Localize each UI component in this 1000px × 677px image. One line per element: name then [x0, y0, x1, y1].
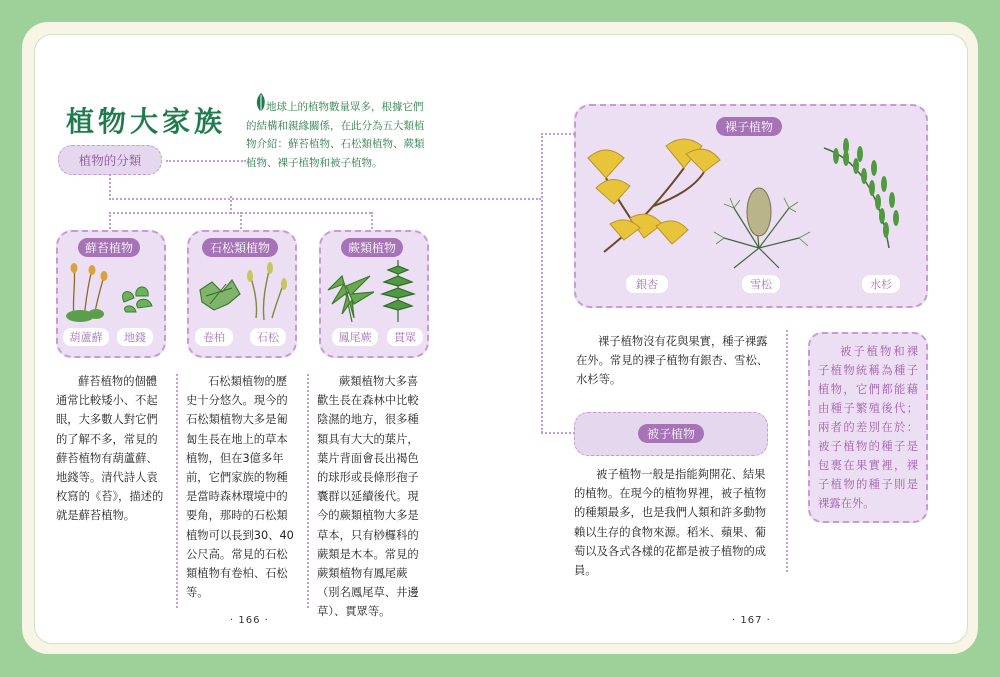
example-tag: 雪松 [742, 275, 780, 293]
page-number-left: · 166 · [230, 615, 269, 626]
example-tag: 葫蘆蘚 [63, 328, 109, 346]
connector-line [371, 212, 373, 232]
example-tag: 石松 [250, 328, 286, 346]
example-tag: 銀杏 [626, 275, 668, 293]
lycophyte-illustration [192, 260, 288, 322]
connector-line [541, 133, 575, 135]
example-tag: 地錢 [117, 328, 153, 346]
connector-line [109, 212, 111, 232]
connector-line [541, 432, 575, 434]
gymnosperm-illustration [584, 128, 914, 276]
fern-description: 蕨類植物大多喜歡生長在森林中比較陰濕的地方，很多種類具有大大的葉片，葉片背面會長出褐色的球形或長條形孢子囊群以延續後代。現今的蕨類植物大多是草本，只有桫欏科的蕨類是木本。常見的蕨類植物有鳳尾蕨（別名鳳尾草、井邊草）、貫眾等。 [317, 375, 419, 619]
moss-description: 蘚苔植物的個體通常比較矮小、不起眼，大多數人對它們的了解不多，常見的蘚苔植物有葫蘆蘚、地錢等。清代詩人袁枚寫的《苔》，描述的就是蘚苔植物。 [56, 375, 164, 523]
example-tag: 鳳尾蕨 [332, 328, 378, 346]
category-heading: 被子植物 [638, 424, 704, 443]
column-divider [786, 330, 788, 572]
connector-line [240, 212, 242, 232]
category-heading: 石松類植物 [202, 238, 278, 257]
category-heading: 蕨類植物 [341, 238, 403, 257]
category-heading: 蘚苔植物 [78, 238, 140, 257]
page-number-right: · 167 · [732, 615, 771, 626]
moss-illustration [62, 260, 158, 322]
category-heading: 裸子植物 [716, 117, 782, 136]
fern-illustration [324, 256, 420, 324]
classification-tag: 植物的分類 [58, 145, 162, 175]
angiosperm-description: 被子植物一般是指能夠開花、結果的植物。在現今的植物界裡，被子植物的種類最多，也是我們人類和許多動物賴以生存的食物來源。稻米、蘋果、葡萄以及各式各樣的花都是被子植物的成員。 [574, 468, 767, 578]
lycophyte-description: 石松類植物的歷史十分悠久。現今的石松類植物大多是匍匐生長在地上的草本植物，但在3億多年前，它們家族的物種是當時森林環境中的要角，那時的石松類植物可以長到30、40公尺高。常見的石松類植物有卷柏、石松等。 [186, 375, 294, 600]
example-tag: 貫眾 [387, 328, 423, 346]
column-divider [307, 374, 309, 608]
column-divider [176, 374, 178, 608]
page-title: 植物大家族 [66, 105, 227, 138]
connector-line [166, 160, 246, 162]
connector-line [109, 198, 541, 200]
example-tag: 卷柏 [195, 328, 233, 346]
connector-line [541, 133, 543, 433]
gymnosperm-description: 裸子植物沒有花與果實，種子裸露在外。常見的裸子植物有銀杏、雪松、水杉等。 [576, 335, 769, 387]
side-note: 被子植物和裸子植物統稱為種子植物，它們都能藉由種子繁殖後代；兩者的差別在於：被子植物的種子是包裹在果實裡，裸子植物的種子則是裸露在外。 [808, 332, 928, 523]
example-tag: 水杉 [862, 275, 900, 293]
intro-text: 地球上的植物數量眾多，根據它們的結構和親緣關係，在此分為五大類植物介紹：蘚苔植物、石松類植物、蕨類植物、裸子植物和被子植物。 [246, 101, 425, 169]
